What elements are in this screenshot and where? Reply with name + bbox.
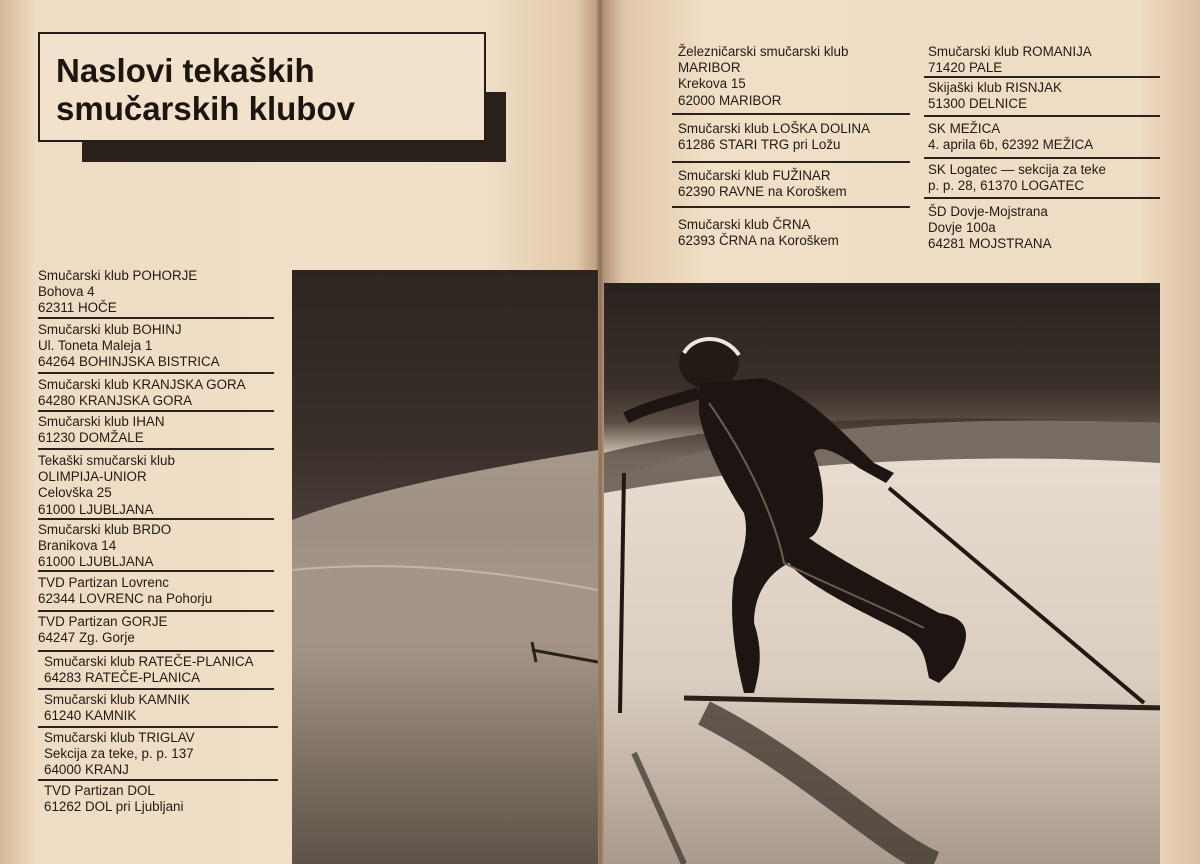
club-entry — [44, 654, 254, 686]
club-line: Smučarski klub FUŽINAR — [678, 168, 831, 183]
snow-slope — [292, 450, 598, 864]
snow-field — [604, 421, 1160, 864]
page-title — [56, 52, 355, 128]
club-line: 61230 DOMŽALE — [38, 430, 144, 446]
club-line: p. p. 28, 61370 LOGATEC — [928, 178, 1085, 194]
club-line: Smučarski klub KAMNIK — [44, 692, 190, 707]
skier-arm-back — [626, 393, 699, 418]
club-line: 61262 DOL pri Ljubljani — [44, 799, 184, 815]
club-line: Smučarski klub POHORJE — [38, 268, 198, 283]
club-line: Smučarski klub RATEČE-PLANICA — [44, 654, 254, 669]
club-entry — [38, 522, 171, 571]
club-line: Smučarski klub TRIGLAV — [44, 730, 195, 745]
divider — [38, 610, 274, 612]
club-entry — [928, 121, 1093, 153]
club-line: 61240 KAMNIK — [44, 708, 137, 724]
club-line: 62393 ČRNA na Koroškem — [678, 233, 839, 249]
club-line: 62390 RAVNE na Koroškem — [678, 184, 847, 200]
skier-illustration — [604, 283, 1160, 864]
divider — [38, 410, 274, 412]
club-entry — [678, 168, 847, 200]
club-entry — [928, 44, 1092, 76]
club-line: 62000 MARIBOR — [678, 92, 782, 108]
divider — [38, 650, 274, 652]
divider — [38, 518, 274, 520]
club-entry — [928, 162, 1106, 194]
club-line: 62344 LOVRENC na Pohorju — [38, 591, 213, 607]
skier-photo — [604, 283, 1160, 864]
club-line: Smučarski klub IHAN — [38, 414, 165, 429]
club-line: 4. aprila 6b, 62392 MEŽICA — [928, 137, 1094, 153]
divider — [672, 113, 910, 115]
divider — [38, 448, 274, 450]
club-line: 51300 DELNICE — [928, 96, 1027, 112]
club-entry — [38, 268, 197, 317]
club-line: Branikova 14 — [38, 538, 117, 554]
divider — [38, 372, 274, 374]
club-line: TVD Partizan GORJE — [38, 614, 168, 629]
title-box — [38, 32, 486, 142]
club-line: SK MEŽICA — [928, 121, 1001, 136]
club-entry — [44, 692, 190, 724]
divider — [672, 161, 910, 163]
divider — [672, 206, 910, 208]
divider — [924, 76, 1160, 78]
divider — [38, 779, 278, 781]
club-line: Smučarski klub ROMANIJA — [928, 44, 1092, 59]
divider — [38, 317, 274, 319]
club-line: 64000 KRANJ — [44, 762, 129, 778]
club-entry — [38, 614, 167, 646]
club-line: 61286 STARI TRG pri Ložu — [678, 137, 841, 153]
club-line: MARIBOR — [678, 60, 741, 76]
club-entry — [928, 204, 1052, 253]
divider — [38, 726, 278, 728]
club-line: 64264 BOHINJSKA BISTRICA — [38, 354, 220, 370]
club-line: Krekova 15 — [678, 76, 746, 92]
club-entry — [678, 44, 848, 109]
club-line: 61000 LJUBLJANA — [38, 554, 154, 570]
club-line: 64280 KRANJSKA GORA — [38, 393, 193, 409]
club-line: ŠD Dovje-Mojstrana — [928, 204, 1048, 219]
divider — [38, 688, 274, 690]
club-entry — [678, 217, 839, 249]
club-line: Sekcija za teke, p. p. 137 — [44, 746, 194, 762]
club-line: 62311 HOČE — [38, 300, 117, 316]
club-entry — [44, 783, 183, 815]
club-line: Celovška 25 — [38, 485, 112, 501]
divider — [924, 157, 1160, 159]
divider — [38, 570, 274, 572]
club-line: 61000 LJUBLJANA — [38, 501, 154, 517]
club-line: 64281 MOJSTRANA — [928, 236, 1052, 252]
divider — [924, 197, 1160, 199]
club-entry — [678, 121, 870, 153]
club-line: Tekaški smučarski klub — [38, 453, 175, 468]
club-line: SK Logatec — sekcija za teke — [928, 162, 1106, 177]
club-entry — [38, 575, 212, 607]
club-entry — [928, 80, 1062, 112]
club-line: 71420 PALE — [928, 60, 1003, 76]
club-line: Ul. Toneta Maleja 1 — [38, 338, 153, 354]
club-line: Dovje 100a — [928, 220, 996, 236]
club-entry — [38, 377, 246, 409]
club-line: 64283 RATEČE-PLANICA — [44, 670, 201, 686]
club-entry — [44, 730, 195, 779]
left-snow-photo — [292, 270, 598, 864]
club-line: OLIMPIJA-UNIOR — [38, 469, 147, 485]
club-entry — [38, 453, 175, 518]
title-line-1: Naslovi tekaških — [56, 52, 315, 89]
club-entry — [38, 322, 220, 371]
club-line: Smučarski klub ČRNA — [678, 217, 811, 232]
divider — [924, 115, 1160, 117]
club-line: Smučarski klub LOŠKA DOLINA — [678, 121, 870, 136]
club-line: TVD Partizan Lovrenc — [38, 575, 169, 590]
left-photo-illustration — [292, 270, 598, 864]
club-line: Železničarski smučarski klub — [678, 44, 849, 59]
club-line: Smučarski klub KRANJSKA GORA — [38, 377, 246, 392]
club-line: TVD Partizan DOL — [44, 783, 155, 798]
club-line: Smučarski klub BRDO — [38, 522, 172, 537]
club-entry — [38, 414, 165, 446]
club-line: Smučarski klub BOHINJ — [38, 322, 182, 337]
title-line-2: smučarskih klubov — [56, 90, 355, 127]
club-line: Skijaški klub RISNJAK — [928, 80, 1062, 95]
club-line: Bohova 4 — [38, 284, 95, 300]
club-line: 64247 Zg. Gorje — [38, 630, 135, 646]
